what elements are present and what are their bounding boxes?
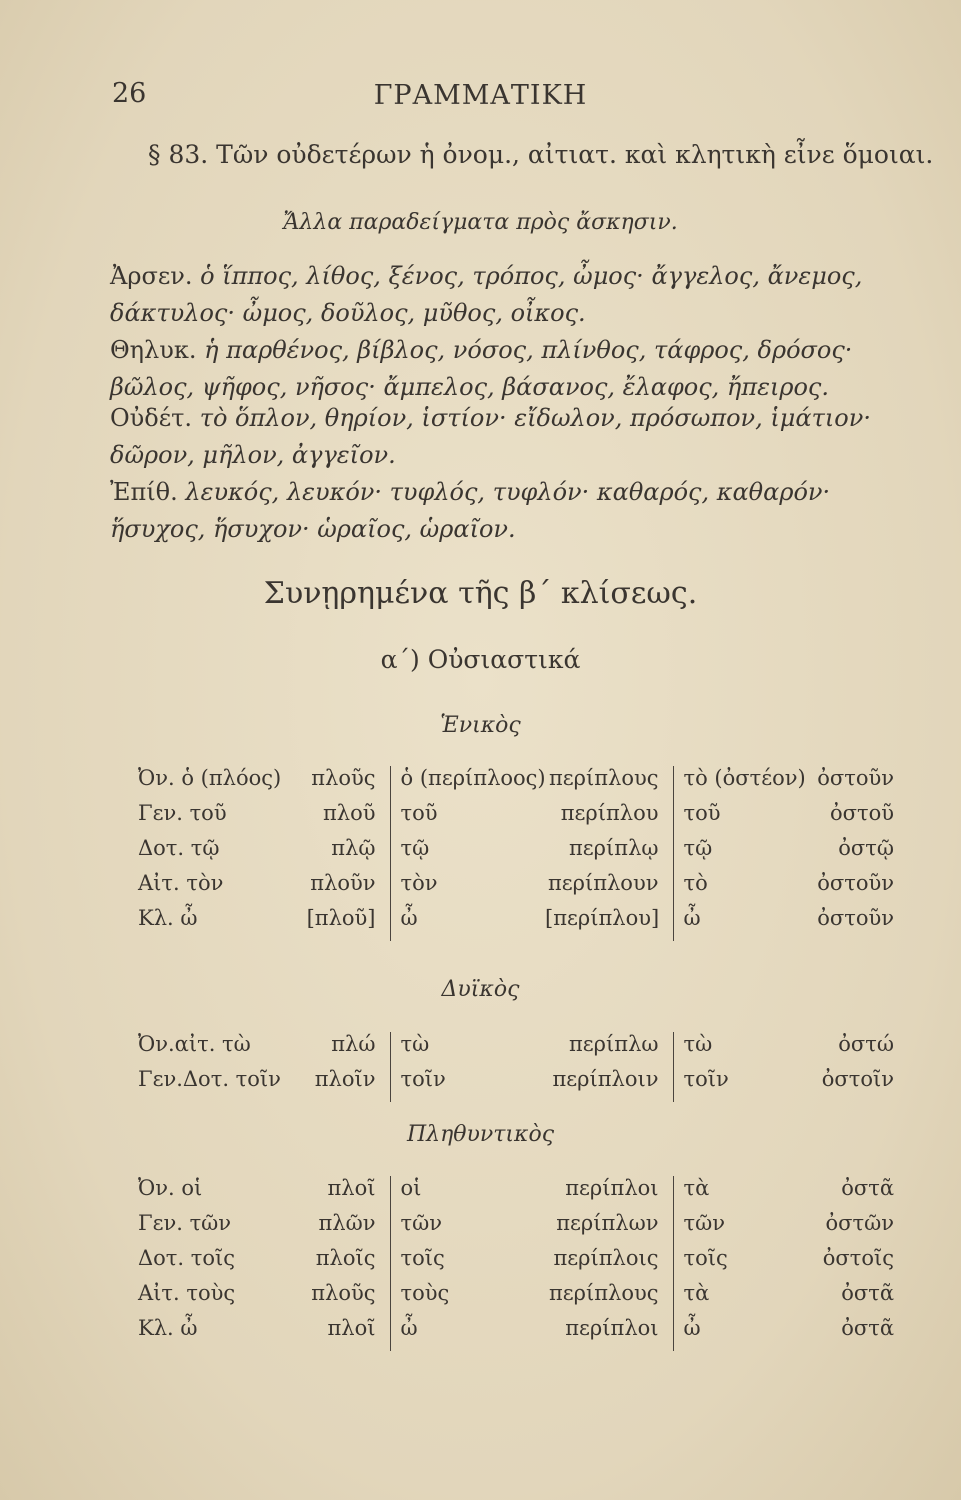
- table-cell: Ὀν. ὁ (πλόος): [138, 766, 282, 790]
- table-cell: τῶν: [390, 1211, 545, 1246]
- table-cell: πλῶν: [318, 1211, 376, 1235]
- section-83-rule: § 83. Τῶν οὐδετέρων ἡ ὀνομ., αἰτιατ. καὶ κλητικὴ εἶνε ὅμοιαι.: [148, 140, 934, 169]
- table-cell: Δοτ. τοῖς: [138, 1246, 236, 1270]
- feminine-text: ἡ παρθένος, βίβλος, νόσος, πλίνθος, τάφρος, δρόσος· βῶλος, ψῆφος, νῆσος· ἄμπελος, βάσανος, ἔλαφος, ἤπειρος.: [110, 336, 853, 401]
- singular-heading: Ἑνικὸς: [440, 713, 521, 738]
- adjective-text: λευκός, λευκόν· τυφλός, τυφλόν· καθαρός, καθαρόν· ἥσυχος, ἥσυχον· ὡραῖος, ὡραῖον.: [110, 478, 831, 543]
- table-cell: περίπλους: [548, 1281, 659, 1305]
- table-cell: Δοτ. τῷ: [138, 836, 220, 860]
- table-row: [138, 1246, 908, 1281]
- table-row: [138, 1281, 908, 1316]
- table-cell: περίπλουν: [547, 871, 659, 895]
- table-cell: [πλοῦ]: [306, 906, 376, 930]
- table-cell: τὰ: [673, 1281, 791, 1316]
- adjective-examples: [110, 474, 910, 548]
- table-cell: Κλ. ὦ: [138, 1316, 198, 1340]
- singular-table: [138, 766, 908, 941]
- table-cell: Γεν. τῶν: [138, 1211, 232, 1235]
- table-cell: πλοῖ: [327, 1176, 376, 1200]
- table-cell: πλοῦς: [311, 766, 376, 790]
- page-number: 26: [112, 78, 147, 109]
- table-cell: τὰ: [673, 1176, 791, 1211]
- nouns-heading: α΄) Οὐσιαστικά: [380, 645, 581, 674]
- table-cell: Ὀν. οἱ: [138, 1176, 203, 1200]
- table-cell: ὀστᾶ: [841, 1316, 894, 1340]
- plural-heading: Πληθυντικὸς: [406, 1122, 555, 1147]
- table-cell: ὦ: [673, 1316, 791, 1351]
- table-cell: ὀστᾶ: [841, 1176, 894, 1200]
- table-cell: πλοῦν: [310, 871, 376, 895]
- table-cell: [περίπλου]: [545, 906, 660, 930]
- table-cell: ὁ (περίπλοος): [390, 766, 545, 801]
- dual-table: [138, 1032, 908, 1102]
- table-cell: ὀστῶν: [825, 1211, 894, 1235]
- table-row: [138, 1176, 908, 1211]
- table-row: [138, 766, 908, 801]
- table-cell: τὼ: [673, 1032, 791, 1067]
- dual-heading: Δυϊκὸς: [441, 977, 520, 1002]
- table-row: [138, 906, 908, 941]
- table-cell: Γεν.Δοτ. τοῖν: [138, 1067, 281, 1091]
- table-cell: τῷ: [390, 836, 545, 871]
- table-cell: πλοῖς: [315, 1246, 376, 1270]
- plural-table: [138, 1176, 908, 1351]
- table-cell: περίπλων: [556, 1211, 659, 1235]
- table-cell: τοῖν: [673, 1067, 791, 1102]
- feminine-label: Θηλυκ.: [110, 336, 197, 364]
- table-cell: τοὺς: [390, 1281, 545, 1316]
- table-cell: Γεν. τοῦ: [138, 801, 227, 825]
- table-cell: τῶν: [673, 1211, 791, 1246]
- contracted-heading: Συνῃρημένα τῆς β΄ κλίσεως.: [263, 576, 698, 611]
- table-cell: περίπλοις: [553, 1246, 659, 1270]
- table-cell: ὀστοῖς: [822, 1246, 894, 1270]
- table-cell: ὀστοῦν: [817, 766, 894, 790]
- table-cell: οἱ: [390, 1176, 545, 1211]
- table-cell: ὀστώ: [838, 1032, 894, 1056]
- table-cell: ὀστοῖν: [821, 1067, 894, 1091]
- table-cell: τοῖν: [390, 1067, 545, 1102]
- table-cell: πλῷ: [331, 836, 376, 860]
- table-cell: Αἰτ. τοὺς: [138, 1281, 236, 1305]
- table-row: [138, 801, 908, 836]
- exercise-heading: Ἄλλα παραδείγματα πρὸς ἄσκησιν.: [283, 210, 678, 235]
- table-cell: πλώ: [331, 1032, 376, 1056]
- table-cell: ὦ: [673, 906, 791, 941]
- table-cell: περίπλῳ: [569, 836, 659, 860]
- table-cell: περίπλω: [569, 1032, 659, 1056]
- table-row: [138, 1067, 908, 1102]
- table-cell: πλοῖ: [327, 1316, 376, 1340]
- table-cell: ὀστοῦν: [817, 906, 894, 930]
- neuter-examples: [110, 400, 910, 474]
- table-cell: πλοῦς: [311, 1281, 376, 1305]
- masculine-text: ὁ ἵππος, λίθος, ξένος, τρόπος, ὦμος· ἄγγελος, ἄνεμος, δάκτυλος· ὦμος, δοῦλος, μῦθος, οἶκος.: [110, 262, 863, 327]
- table-cell: τοῦ: [673, 801, 791, 836]
- table-row: [138, 871, 908, 906]
- table-row: [138, 1316, 908, 1351]
- table-cell: Αἰτ. τὸν: [138, 871, 224, 895]
- table-cell: ὀστᾶ: [841, 1281, 894, 1305]
- table-cell: ὀστοῦν: [817, 871, 894, 895]
- table-cell: τοῦ: [390, 801, 545, 836]
- table-cell: ὦ: [390, 1316, 545, 1351]
- table-cell: πλοῦ: [322, 801, 376, 825]
- table-cell: τῷ: [673, 836, 791, 871]
- table-cell: ὀστοῦ: [829, 801, 894, 825]
- table-cell: τὼ: [390, 1032, 545, 1067]
- table-cell: ὀστῷ: [838, 836, 894, 860]
- table-cell: περίπλοι: [565, 1316, 659, 1340]
- masculine-label: Ἀρσεν.: [110, 262, 193, 290]
- table-cell: τὸν: [390, 871, 545, 906]
- running-title: ΓΡΑΜΜΑΤΙΚΗ: [373, 80, 588, 111]
- table-cell: περίπλους: [548, 766, 659, 790]
- table-row: [138, 1032, 908, 1067]
- feminine-examples: [110, 332, 910, 406]
- table-cell: Ὀν.αἰτ. τὼ: [138, 1032, 251, 1056]
- masculine-examples: [110, 258, 910, 332]
- neuter-label: Οὐδέτ.: [110, 404, 193, 432]
- table-cell: πλοῖν: [314, 1067, 376, 1091]
- table-cell: τὸ: [673, 871, 791, 906]
- neuter-text: τὸ ὅπλον, θηρίον, ἱστίον· εἴδωλον, πρόσωπον, ἱμάτιον· δῶρον, μῆλον, ἀγγεῖον.: [110, 404, 871, 469]
- table-cell: τοῖς: [390, 1246, 545, 1281]
- table-cell: ὦ: [390, 906, 545, 941]
- table-row: [138, 1211, 908, 1246]
- table-row: [138, 836, 908, 871]
- table-cell: τοῖς: [673, 1246, 791, 1281]
- table-cell: περίπλοιν: [552, 1067, 659, 1091]
- adjective-label: Ἐπίθ.: [110, 478, 178, 506]
- table-cell: περίπλοι: [565, 1176, 659, 1200]
- table-cell: τὸ (ὀστέον): [673, 766, 791, 801]
- table-cell: Κλ. ὦ: [138, 906, 198, 930]
- table-cell: περίπλου: [560, 801, 659, 825]
